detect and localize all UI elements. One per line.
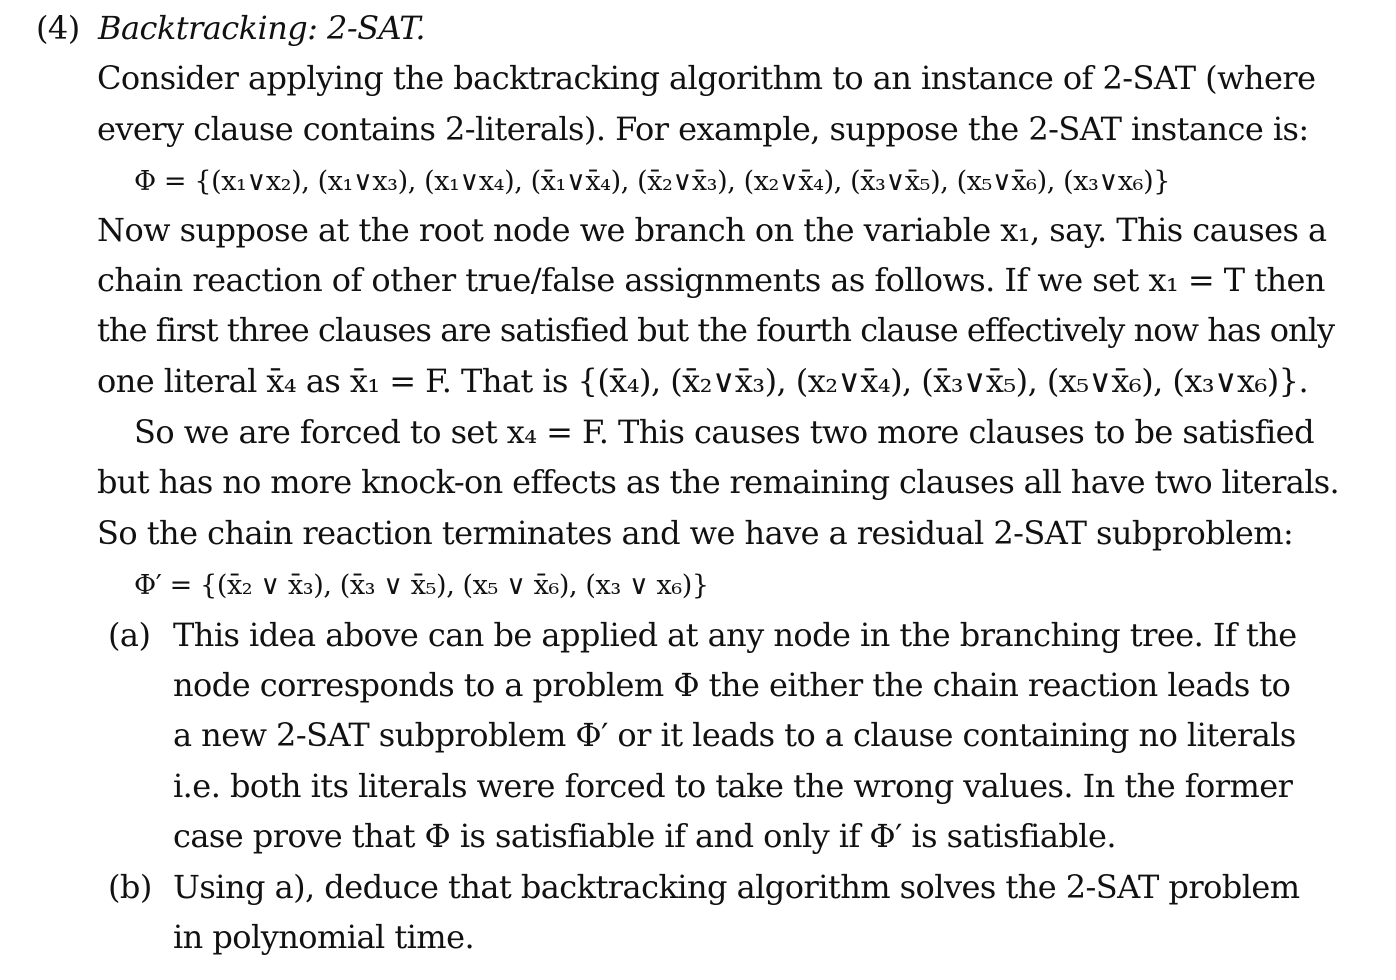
problem-title: Backtracking: 2-SAT. [98, 9, 426, 47]
intro-line-9: So the chain reaction terminates and we have a residual 2-SAT subproblem: [97, 514, 1294, 552]
part-b-line-1: Using a), deduce that backtracking algorithm solves the 2-SAT problem [173, 868, 1300, 906]
intro-line-4: chain reaction of other true/false assignments as follows. If we set x₁ = T then [97, 261, 1325, 299]
intro-line-6: one literal x̄₄ as x̄₁ = F. That is {(x̄₄), (x̄₂∨x̄₃), (x₂∨x̄₄), (x̄₃∨x̄₅), (x₅∨x̄₆), (x₃∨x₆)}. [97, 362, 1309, 400]
part-a-line-1: This idea above can be applied at any node in the branching tree. If the [173, 616, 1297, 654]
part-a-line-2: node corresponds to a problem Φ the either the chain reaction leads to [173, 666, 1291, 704]
part-a-line-3: a new 2-SAT subproblem Φ′ or it leads to a clause containing no literals [173, 716, 1296, 754]
intro-line-1: Consider applying the backtracking algorithm to an instance of 2-SAT (where [97, 59, 1316, 97]
part-a-line-5: case prove that Φ is satisfiable if and only if Φ′ is satisfiable. [173, 817, 1116, 855]
intro-line-3: Now suppose at the root node we branch on the variable x₁, say. This causes a [97, 211, 1327, 249]
part-b-line-2: in polynomial time. [173, 918, 475, 956]
part-b-label: (b) [108, 868, 152, 906]
intro-line-7: So we are forced to set x₄ = F. This causes two more clauses to be satisfied [134, 413, 1314, 451]
formula-phi-prime: Φ′ = {(x̄₂ ∨ x̄₃), (x̄₃ ∨ x̄₅), (x₅ ∨ x̄₆), (x₃ ∨ x₆)} [134, 570, 709, 601]
part-a-line-4: i.e. both its literals were forced to take the wrong values. In the former [173, 767, 1293, 805]
problem-number: (4) [36, 9, 80, 47]
formula-phi: Φ = {(x₁∨x₂), (x₁∨x₃), (x₁∨x₄), (x̄₁∨x̄₄), (x̄₂∨x̄₃), (x₂∨x̄₄), (x̄₃∨x̄₅), (x₅∨x̄₆), (x₃∨x₆)} [134, 166, 1170, 197]
part-a-label: (a) [108, 616, 151, 654]
intro-line-5: the first three clauses are satisfied but the fourth clause effectively now has only [97, 311, 1335, 349]
intro-line-8: but has no more knock-on effects as the remaining clauses all have two literals. [97, 463, 1340, 501]
intro-line-2: every clause contains 2-literals). For example, suppose the 2-SAT instance is: [97, 110, 1309, 148]
